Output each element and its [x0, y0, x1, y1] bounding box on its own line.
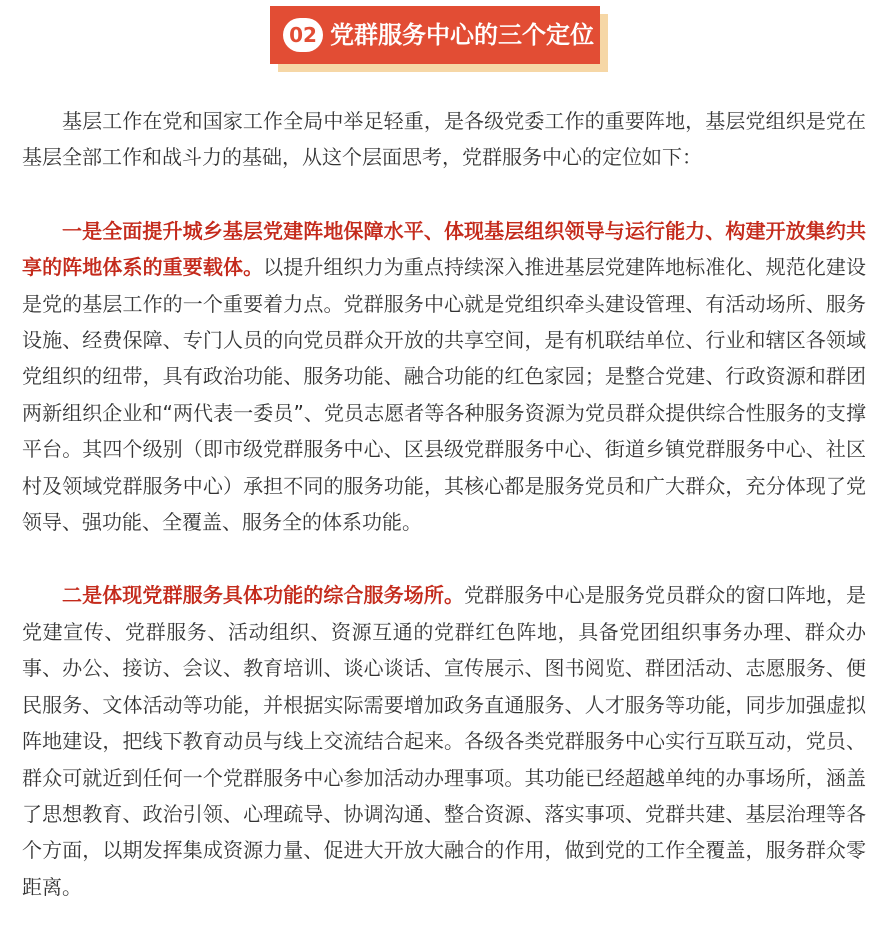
first-point-paragraph	[22, 213, 866, 541]
section-header	[270, 6, 610, 72]
second-point-text: 党群服务中心是服务党员群众的窗口阵地，是党建宣传、党群服务、活动组织、资源互通的党群红色阵地，具备党团组织事务办理、群众办事、办公、接访、会议、教育培训、谈心谈话、宣传展示、图书阅览、群团活动、志愿服务、便民服务、文体活动等功能，并根据实际需要增加政务直通服务、人才服务等功能，同步加强虚拟阵地建设，把线下教育动员与线上交流结合起来。各级各类党群服务中心实行互联互动，党员、群众可就近到任何一个党群服务中心参加活动办理事项。其功能已经超越单纯的办事场所，涵盖了思想教育、政治引领、心理疏导、协调沟通、整合资源、落实事项、党群共建、基层治理等各个方面，以期发挥集成资源力量、促进大开放大融合的作用，做到党的工作全覆盖，服务群众零距离。	[22, 583, 867, 899]
intro-paragraph: 基层工作在党和国家工作全局中举足轻重，是各级党委工作的重要阵地，基层党组织是党在基层全部工作和战斗力的基础，从这个层面思考，党群服务中心的定位如下：	[22, 109, 866, 170]
header-bar	[270, 6, 600, 64]
second-point-paragraph	[22, 577, 866, 905]
second-point-heading: 二是体现党群服务具体功能的综合服务场所。	[62, 583, 465, 608]
first-point-text: 以提升组织力为重点持续深入推进基层党建阵地标准化、规范化建设是党的基层工作的一个重要着力点。党群服务中心就是党组织牵头建设管理、有活动场所、服务设施、经费保障、专门人员的向党员群众开放的共享空间，是有机联结单位、行业和辖区各领域党组织的纽带，具有政治功能、服务功能、融合功能的红色家园；是整合党建、行政资源和群团两新组织企业和“两代表一委员”、党员志愿者等各种服务资源为党员群众提供综合性服务的支撑平台。其四个级别（即市级党群服务中心、区县级党群服务中心、街道乡镇党群服务中心、社区村及领域党群服务中心）承担不同的服务功能，其核心都是服务党员和广大群众，充分体现了党领导、强功能、全覆盖、服务全的体系功能。	[22, 255, 867, 535]
section-number-badge: 02	[283, 18, 323, 52]
section-title: 党群服务中心的三个定位	[330, 21, 594, 49]
first-point-heading: 一是全面提升城乡基层党建阵地保障水平、体现基层组织领导与运行能力、构建开放集约共享的阵地体系的重要载体。	[22, 218, 866, 280]
article-body	[22, 103, 866, 905]
